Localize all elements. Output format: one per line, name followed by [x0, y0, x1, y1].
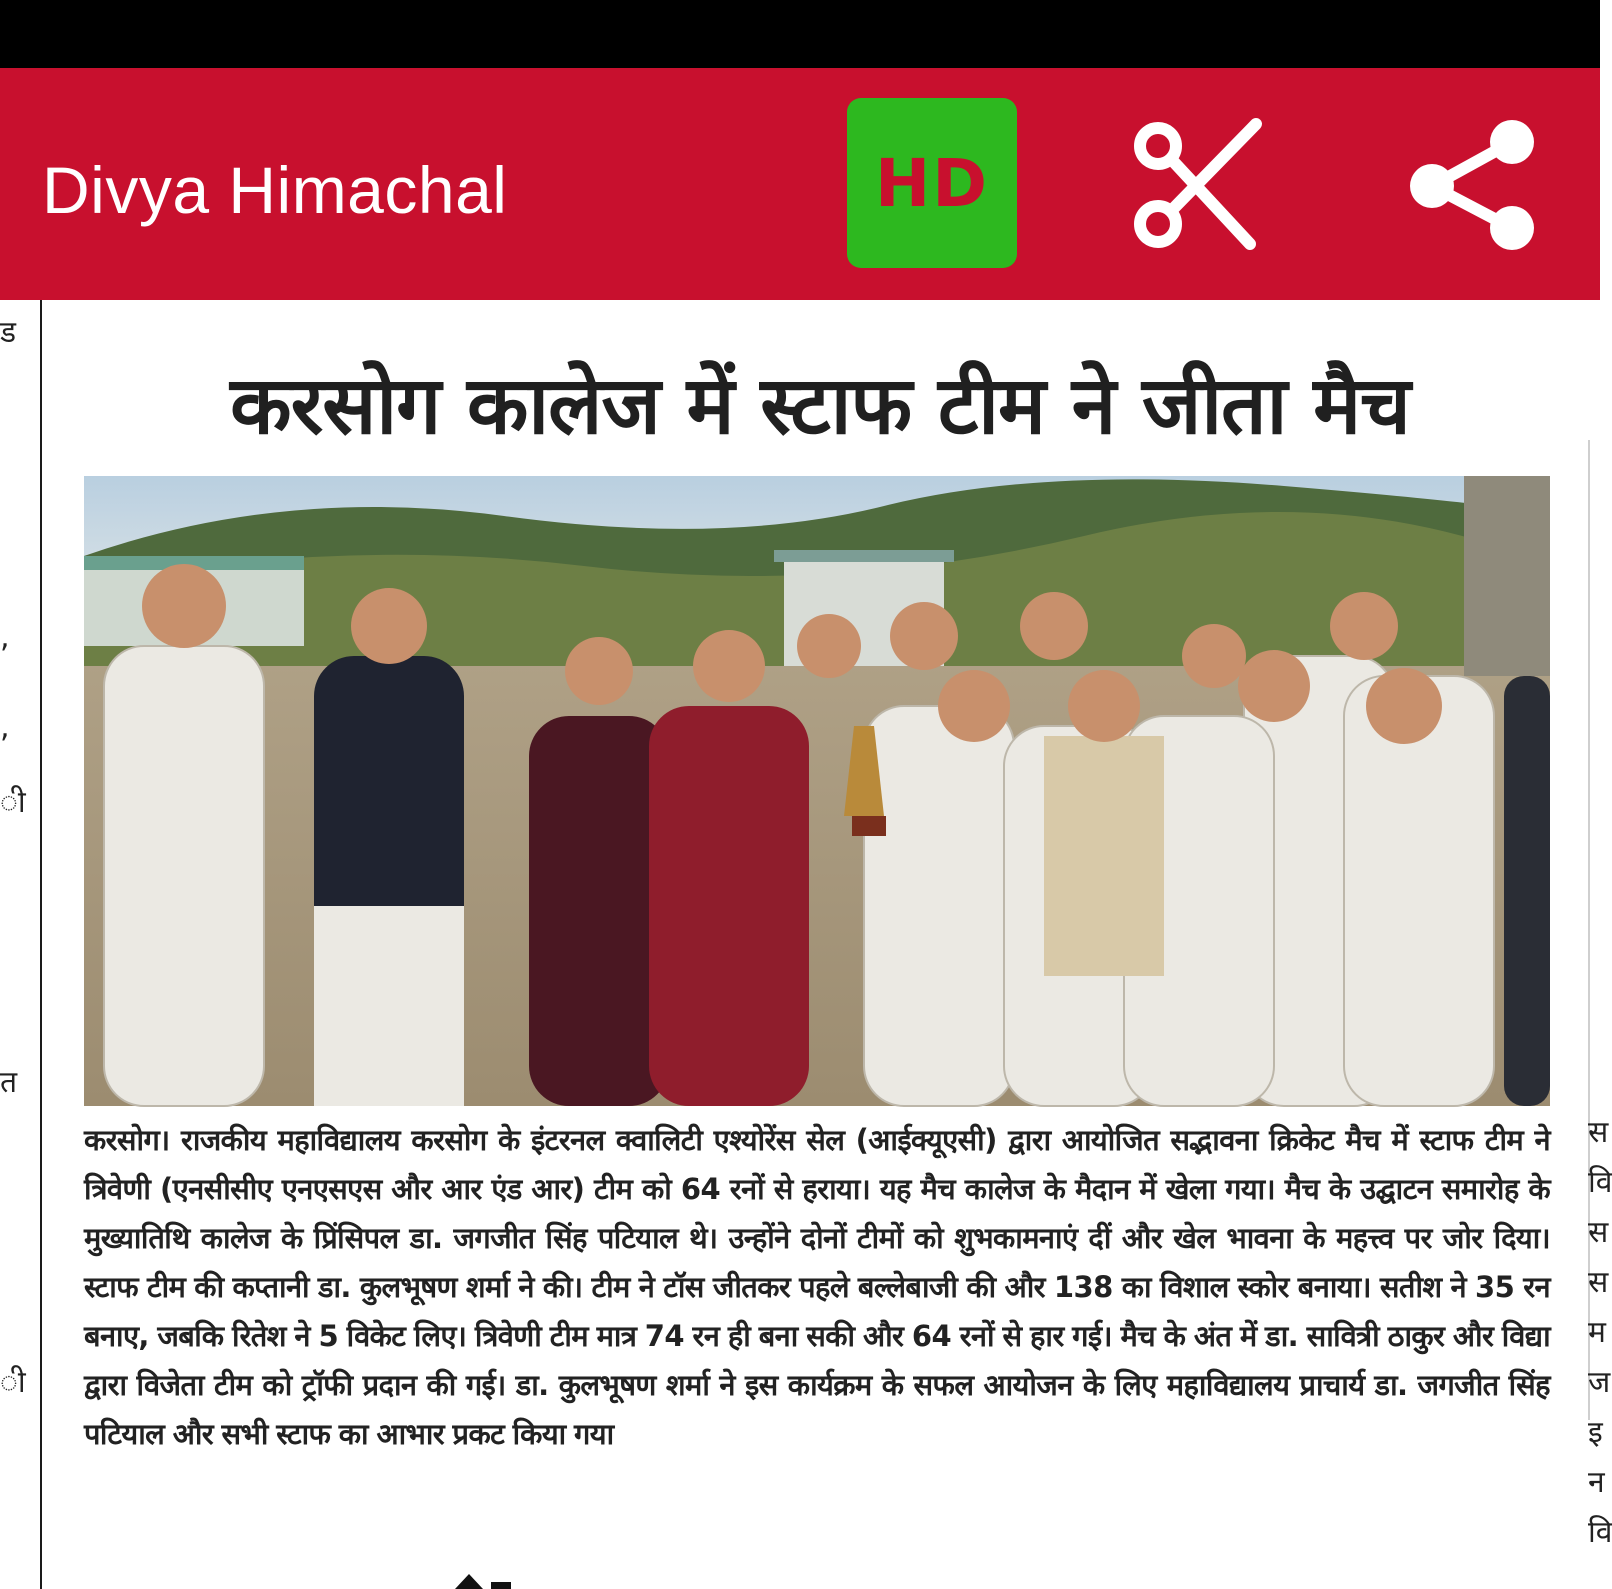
- article-photo: [84, 476, 1550, 1106]
- share-icon[interactable]: [1404, 116, 1542, 254]
- adjacent-column-fragment: न: [1588, 1465, 1605, 1500]
- article-body: करसोग। राजकीय महाविद्यालय करसोग के इंटरनल क्वालिटी एश्योरेंस सेल (आईक्यूएसी) द्वारा आयोजित सद्भावना क्रिकेट मैच में स्टाफ टीम ने त्रिवेणी (एनसीसीए एनएसएस और आर एंड आर) टीम को 64 रनों से हराया। यह मैच कालेज के मैदान में खेला गया। मैच के उद्घाटन समारोह के मुख्यातिथि कालेज के प्रिंसिपल डा. जगजीत सिंह पटियाल थे। उन्होंने दोनों टीमों को शुभकामनाएं दीं और खेल भावना के महत्त्व पर जोर दिया। स्टाफ टीम की कप्तानी डा. कुलभूषण शर्मा ने की। टीम ने टॉस जीतकर पहले बल्लेबाजी की और 138 का विशाल स्कोर बनाया। सतीश ने 35 रन बनाए, जबकि रितेश ने 5 विकेट लिए। त्रिवेणी टीम मात्र 74 रन ही बना सकी और 64 रनों से हार गई। मैच के अंत में डा. सावित्री ठाकुर और विद्या द्वारा विजेता टीम को ट्रॉफी प्रदान की गई। डा. कुलभूषण शर्मा ने इस कार्यक्रम के सफल आयोजन के लिए महाविद्यालय प्राचार्य डा. जगजीत सिंह पटियाल और सभी स्टाफ का आभार प्रकट किया गया: [84, 1123, 1550, 1451]
- adjacent-column-fragment: त: [0, 1065, 18, 1100]
- adjacent-column-fragment: स: [1588, 1265, 1609, 1300]
- adjacent-column-fragment: वि: [1588, 1165, 1612, 1200]
- adjacent-column-fragment: ,: [0, 620, 10, 655]
- adjacent-column-fragment: ज: [1588, 1365, 1611, 1400]
- adjacent-column-fragment: म: [1588, 1315, 1606, 1350]
- hd-button[interactable]: [847, 98, 1017, 268]
- app-title: Divya Himachal: [42, 153, 508, 227]
- adjacent-column-fragment: इ: [1588, 1415, 1603, 1450]
- column-divider: [40, 300, 42, 1589]
- adjacent-column-fragment: ,: [0, 710, 10, 745]
- newspaper-page[interactable]: [0, 300, 1612, 1589]
- adjacent-column-fragment: वि: [1588, 1515, 1612, 1550]
- article-headline: करसोग कालेज में स्टाफ टीम ने जीता मैच: [230, 359, 1410, 452]
- adjacent-column-fragment: स: [1588, 1215, 1609, 1250]
- adjacent-column-fragment: ी: [0, 785, 26, 820]
- next-article-fragment: [455, 1570, 515, 1589]
- hd-label: HD: [874, 144, 990, 222]
- status-bar: [0, 0, 1600, 68]
- adjacent-column-fragment: ड: [0, 315, 17, 350]
- scissors-icon[interactable]: [1128, 116, 1266, 254]
- app-bar: [0, 68, 1600, 300]
- adjacent-column-fragment: स: [1588, 1115, 1609, 1150]
- adjacent-column-fragment: ी: [0, 1365, 26, 1400]
